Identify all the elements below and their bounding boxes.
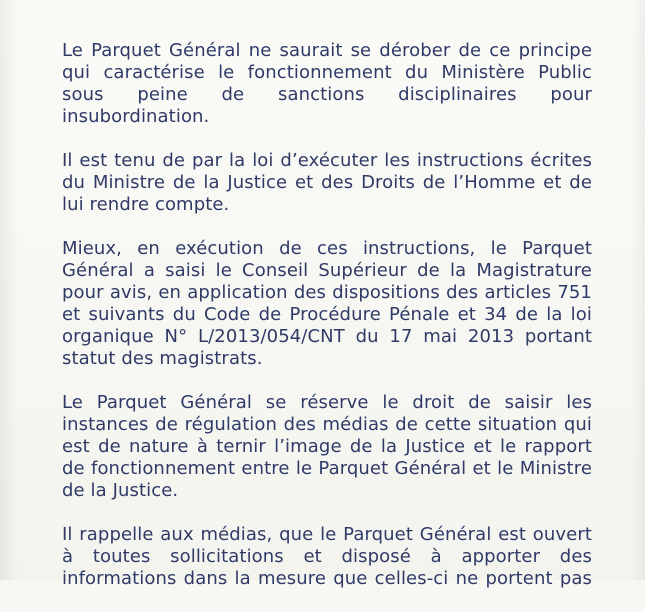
paragraph [62,150,592,216]
text-line: est de nature à ternir l’image de la Justice et le rapport [62,436,592,457]
text-line: informations dans la mesure que celles-ci ne portent pas [62,568,592,589]
paragraph [62,524,592,590]
text-line: Mieux, en exécution de ces instructions, le Parquet [62,238,592,259]
paragraph [62,40,592,128]
text-line: qui caractérise le fonctionnement du Ministère Public [62,62,592,83]
paragraph [62,238,592,370]
text-line: à toutes sollicitations et disposé à apporter des [62,546,592,567]
text-line: lui rendre compte. [62,194,230,215]
text-line: et suivants du Code de Procédure Pénale et 34 de la loi [62,304,592,325]
text-line: statut des magistrats. [62,348,263,369]
document-body [62,40,592,612]
text-line: de fonctionnement entre le Parquet Général et le Ministre [62,458,592,479]
text-line: Il rappelle aux médias, que le Parquet Général est ouvert [62,524,592,545]
text-line: du Ministre de la Justice et des Droits de l’Homme et de [62,172,592,193]
text-line: insubordination. [62,106,210,127]
page-edge-shadow-left [0,0,18,580]
paragraph [62,392,592,502]
text-line: organique N° L/2013/054/CNT du 17 mai 2013 portant [62,326,592,347]
text-line: de la Justice. [62,480,179,501]
text-line: Il est tenu de par la loi d’exécuter les instructions écrites [62,150,592,171]
text-line: Le Parquet Général se réserve le droit de saisir les [62,392,592,413]
text-line: Le Parquet Général ne saurait se dérober de ce principe [62,40,592,61]
text-line: Général a saisi le Conseil Supérieur de la Magistrature [62,260,592,281]
text-line: sous peine de sanctions disciplinaires pour [62,84,592,105]
text-line: instances de régulation des médias de cette situation qui [62,414,592,435]
text-line: pour avis, en application des dispositions des articles 751 [62,282,592,303]
page-edge-shadow-right [631,0,645,580]
